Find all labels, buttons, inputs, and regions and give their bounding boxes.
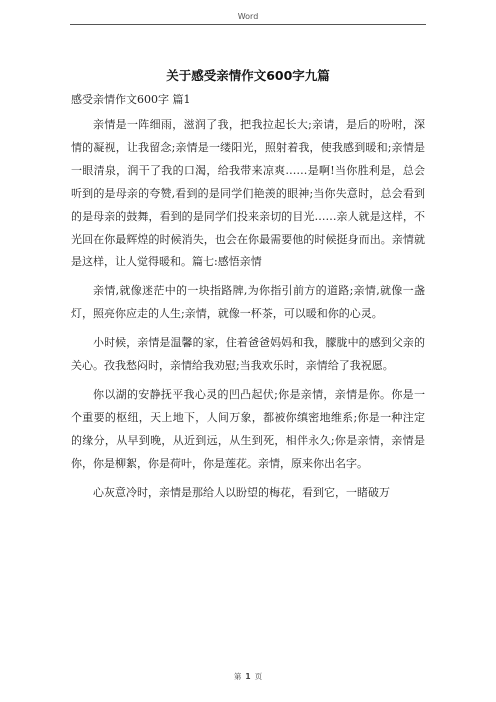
- header-app-label: Word: [237, 12, 259, 21]
- footer-prefix: 第: [233, 672, 242, 681]
- document-title: 关于感受亲情作文600字九篇: [166, 68, 330, 83]
- body-paragraph: 亲情是一阵细雨，滋润了我，把我拉起长大;亲请，是后的吩咐，深情的凝视，让我留念;亲情是一缕阳光，照射着我，使我感到暖和;亲情是一眼清泉，润干了我的口渴，给我带来凉爽……是啊!当你胜利是，总会听到的是母亲的夸赞,看到的是同学们艳羡的眼神;当你失意时，总会看到的是母亲的鼓舞，看到的是同学们投来亲切的目光……亲人就是这样，不光回在你最辉煌的时候消失，也会在你最需要他的时候挺身而出。亲情就是这样，让人觉得暖和。篇七:感悟亲情: [71, 118, 425, 269]
- body-paragraph: 心灰意冷时，亲情是那给人以盼望的梅花，看到它，一睹破万: [93, 485, 390, 499]
- body-paragraph: 小时候，亲情是温馨的家，住着爸爸妈妈和我，朦胧中的感到父亲的关心。孜我愁闷时，亲情给我劝慰;当我欢乐时，亲情给了我祝愿。: [71, 336, 425, 373]
- body-paragraph: 你以湖的安静抚平我心灵的凹凸起伏;你是亲情，亲情是你。你是一个重要的枢纽，天上地下，人间万象，都被你缜密地维系;你是一种注定的缘分，从早到晚，从近到远，从生到死，相伴永久;你是亲情，亲情是你，你是柳絮，你是荷叶，你是莲花。亲情，原来你出名字。: [71, 387, 425, 470]
- header-divider: [70, 24, 426, 25]
- section-heading: 感受亲情作文600字 篇1: [71, 93, 191, 106]
- page-footer: [0, 671, 496, 682]
- footer-suffix: 页: [254, 672, 263, 681]
- page-number: 1: [245, 672, 251, 681]
- body-paragraph: 亲情,就像迷茫中的一块指路牌,为你指引前方的道路;亲情,就像一盏灯，照亮你应走的人生;亲情，就像一杯茶，可以暖和你的心灵。: [71, 284, 425, 321]
- document-body: [71, 114, 425, 511]
